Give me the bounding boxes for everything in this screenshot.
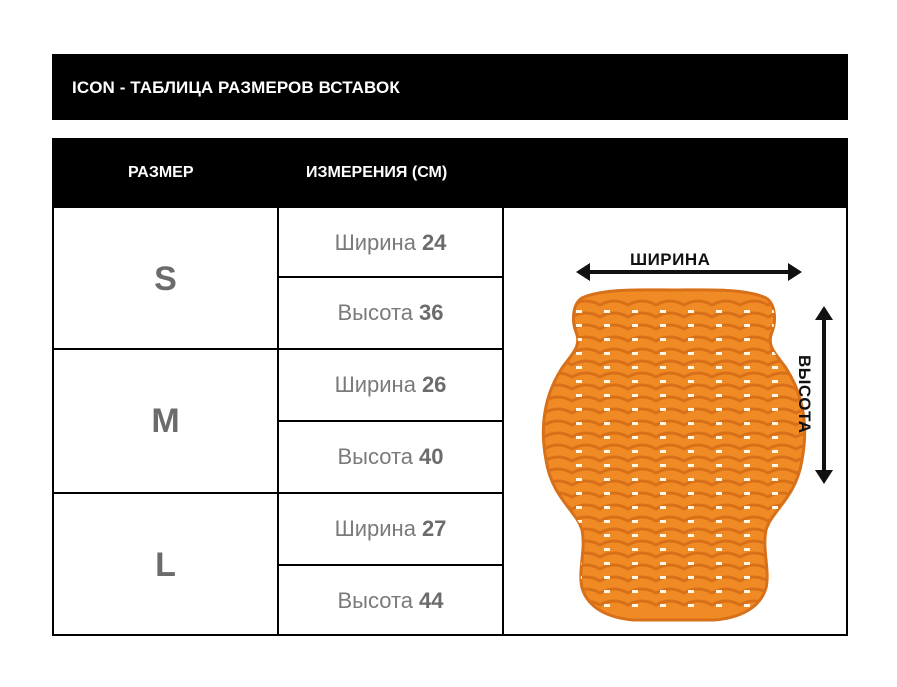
pad-vent <box>772 506 778 509</box>
pad-vent <box>688 520 694 523</box>
height-label: Высота <box>337 444 414 469</box>
pad-vent <box>576 352 582 355</box>
width-value: 24 <box>421 230 447 255</box>
width-label: Ширина <box>334 516 416 541</box>
pad-vent <box>632 506 638 509</box>
pad-vent <box>716 310 722 313</box>
pad-vent <box>688 590 694 593</box>
pad-vent <box>744 380 750 383</box>
pad-vent <box>632 338 638 341</box>
pad-vent <box>744 464 750 467</box>
pad-vent <box>576 492 582 495</box>
pad-vent <box>688 324 694 327</box>
pad-vent <box>716 506 722 509</box>
pad-vent <box>660 576 666 579</box>
pad-vent <box>660 422 666 425</box>
pad-vent <box>604 534 610 537</box>
pad-vent <box>688 436 694 439</box>
pad-vent <box>772 604 778 607</box>
pad-vent <box>632 366 638 369</box>
pad-vent <box>576 506 582 509</box>
pad-vent <box>660 506 666 509</box>
pad-vent <box>744 520 750 523</box>
pad-vent <box>688 380 694 383</box>
pad-vent <box>688 492 694 495</box>
pad-vent <box>744 338 750 341</box>
pad-vent <box>744 478 750 481</box>
pad-vent <box>604 408 610 411</box>
pad-vent <box>772 492 778 495</box>
pad-vent <box>716 450 722 453</box>
pad-vent <box>688 310 694 313</box>
size-cell-s: S <box>154 259 177 298</box>
pad-vent <box>632 380 638 383</box>
pad-vent <box>716 590 722 593</box>
pad-vent <box>716 576 722 579</box>
pad-vent <box>744 576 750 579</box>
pad-vent <box>604 548 610 551</box>
pad-vent <box>716 562 722 565</box>
pad-vent <box>772 422 778 425</box>
page-title: ICON - ТАБЛИЦА РАЗМЕРОВ ВСТАВОК <box>72 78 400 97</box>
pad-vent <box>716 548 722 551</box>
pad-vent <box>772 394 778 397</box>
pad-vent <box>716 436 722 439</box>
pad-vent <box>632 422 638 425</box>
pad-vent <box>604 324 610 327</box>
pad-vent <box>688 464 694 467</box>
pad-vent <box>688 422 694 425</box>
pad-vent <box>660 338 666 341</box>
pad-vent <box>576 408 582 411</box>
size-cell-l: L <box>155 545 176 584</box>
pad-vent <box>772 436 778 439</box>
pad-vent <box>716 520 722 523</box>
pad-vent <box>632 324 638 327</box>
pad-vent <box>716 380 722 383</box>
pad-vent <box>660 408 666 411</box>
pad-vent <box>576 324 582 327</box>
pad-vent <box>632 562 638 565</box>
pad-vent <box>632 408 638 411</box>
pad-vent <box>576 422 582 425</box>
pad-vent <box>688 450 694 453</box>
pad-vent <box>744 590 750 593</box>
height-label: Высота <box>337 588 414 613</box>
pad-vent <box>744 366 750 369</box>
pad-vent <box>604 520 610 523</box>
pad-vent <box>576 394 582 397</box>
pad-vent <box>744 450 750 453</box>
pad-vent <box>772 534 778 537</box>
width-cell-l <box>279 494 502 564</box>
pad-vent <box>716 478 722 481</box>
pad-vent <box>772 450 778 453</box>
pad-vent <box>660 394 666 397</box>
pad-vent <box>688 506 694 509</box>
pad-vent <box>604 352 610 355</box>
pad-vent <box>744 324 750 327</box>
pad-vent <box>744 422 750 425</box>
table-header <box>54 140 846 208</box>
pad-vent <box>772 576 778 579</box>
pad-vent <box>604 380 610 383</box>
pad-vent <box>604 492 610 495</box>
height-arrow-icon <box>815 306 833 484</box>
pad-vent <box>688 366 694 369</box>
pad-vent <box>632 464 638 467</box>
pad-vent <box>744 534 750 537</box>
pad-vent <box>716 534 722 537</box>
width-cell-m <box>279 350 502 420</box>
pad-vent <box>576 604 582 607</box>
pad-vent <box>660 436 666 439</box>
pad-vent <box>716 422 722 425</box>
pad-vent <box>604 562 610 565</box>
title-bar <box>52 54 848 120</box>
pad-vent <box>604 422 610 425</box>
pad-vent <box>716 324 722 327</box>
pad-vent <box>660 380 666 383</box>
pad-vent <box>744 436 750 439</box>
pad-vent <box>660 366 666 369</box>
pad-vent <box>744 394 750 397</box>
pad-vent <box>716 338 722 341</box>
pad-vent <box>744 492 750 495</box>
width-label: ШИРИНА <box>630 250 711 269</box>
pad-vent <box>716 394 722 397</box>
height-value: 40 <box>419 444 444 469</box>
pad-vent <box>632 520 638 523</box>
pad-vent <box>576 534 582 537</box>
pad-vent <box>576 478 582 481</box>
pad-vent <box>688 394 694 397</box>
pad-vent <box>632 436 638 439</box>
pad-vent <box>604 450 610 453</box>
pad-vent <box>604 464 610 467</box>
pad-vent <box>576 548 582 551</box>
pad-vent <box>632 352 638 355</box>
width-value: 26 <box>421 372 447 397</box>
pad-vent <box>632 478 638 481</box>
pad-vent <box>604 478 610 481</box>
pad-vent <box>772 366 778 369</box>
pad-vent <box>660 478 666 481</box>
pad-vent <box>660 464 666 467</box>
pad-vent <box>688 534 694 537</box>
header-size: РАЗМЕР <box>128 164 194 181</box>
width-label: Ширина <box>334 372 416 397</box>
pad-vent <box>772 478 778 481</box>
pad-vent <box>632 492 638 495</box>
pad-vent <box>604 394 610 397</box>
height-cell-s <box>279 278 502 348</box>
pad-vent <box>604 366 610 369</box>
width-label: Ширина <box>334 230 416 255</box>
pad-vent <box>632 534 638 537</box>
pad-vent <box>576 450 582 453</box>
pad-vent <box>632 576 638 579</box>
pad-vent <box>716 492 722 495</box>
pad-vent <box>772 520 778 523</box>
pad-vent <box>660 492 666 495</box>
pad-vent <box>632 450 638 453</box>
pad-vent <box>604 436 610 439</box>
pad-vent <box>660 324 666 327</box>
pad-vent <box>576 576 582 579</box>
pad-vent <box>576 366 582 369</box>
pad-vent <box>576 590 582 593</box>
pad-vent <box>772 464 778 467</box>
pad-vent <box>688 408 694 411</box>
pad-vent <box>688 604 694 607</box>
pad-vent <box>632 310 638 313</box>
pad-vent <box>744 604 750 607</box>
height-value: 44 <box>419 588 444 613</box>
pad-vent <box>576 380 582 383</box>
pad-vent <box>716 366 722 369</box>
pad-vent <box>688 562 694 565</box>
size-cell-m: M <box>151 401 180 440</box>
pad-vent <box>660 450 666 453</box>
width-cell-s <box>279 208 502 278</box>
pad-vent <box>688 548 694 551</box>
pad-vent <box>716 352 722 355</box>
pad-vent <box>660 548 666 551</box>
pad-vent <box>660 520 666 523</box>
pad-vent <box>604 310 610 313</box>
pad-vent <box>716 464 722 467</box>
pad-vent <box>744 548 750 551</box>
pad-vent <box>772 548 778 551</box>
pad-vent <box>660 352 666 355</box>
pad-vent <box>604 576 610 579</box>
pad-vent <box>660 590 666 593</box>
pad-vent <box>604 506 610 509</box>
pad-vent <box>660 604 666 607</box>
pad-vent <box>744 506 750 509</box>
pad-vent <box>744 310 750 313</box>
pad-vent <box>688 352 694 355</box>
pad-vent <box>772 338 778 341</box>
pad-vent <box>576 436 582 439</box>
pad-vent <box>632 394 638 397</box>
pad-vent <box>772 380 778 383</box>
pad-vent <box>716 604 722 607</box>
protector-diagram <box>504 210 846 636</box>
pad-vent <box>772 590 778 593</box>
pad-vent <box>772 562 778 565</box>
pad-vent <box>660 310 666 313</box>
height-cell-m <box>279 422 502 492</box>
pad-vent <box>576 310 582 313</box>
pad-vent <box>660 534 666 537</box>
pad-vent <box>576 464 582 467</box>
size-table <box>52 138 848 636</box>
pad-vent <box>688 338 694 341</box>
height-label: Высота <box>337 300 414 325</box>
pad-vent <box>632 590 638 593</box>
pad-vent <box>744 408 750 411</box>
pad-vent <box>688 576 694 579</box>
height-value: 36 <box>419 300 444 325</box>
header-dimensions: ИЗМЕРЕНИЯ (СМ) <box>306 164 448 181</box>
width-value: 27 <box>421 516 447 541</box>
pad-vent <box>604 338 610 341</box>
pad-vent <box>772 408 778 411</box>
pad-vent <box>604 604 610 607</box>
pad-vent <box>688 478 694 481</box>
pad-vent <box>716 408 722 411</box>
pad-vent <box>660 562 666 565</box>
pad-vent <box>632 604 638 607</box>
pad-vent <box>632 548 638 551</box>
pad-vent <box>744 562 750 565</box>
pad-vent <box>604 590 610 593</box>
height-label: ВЫСОТА <box>795 355 814 434</box>
pad-vent <box>744 352 750 355</box>
height-cell-l <box>279 566 502 636</box>
